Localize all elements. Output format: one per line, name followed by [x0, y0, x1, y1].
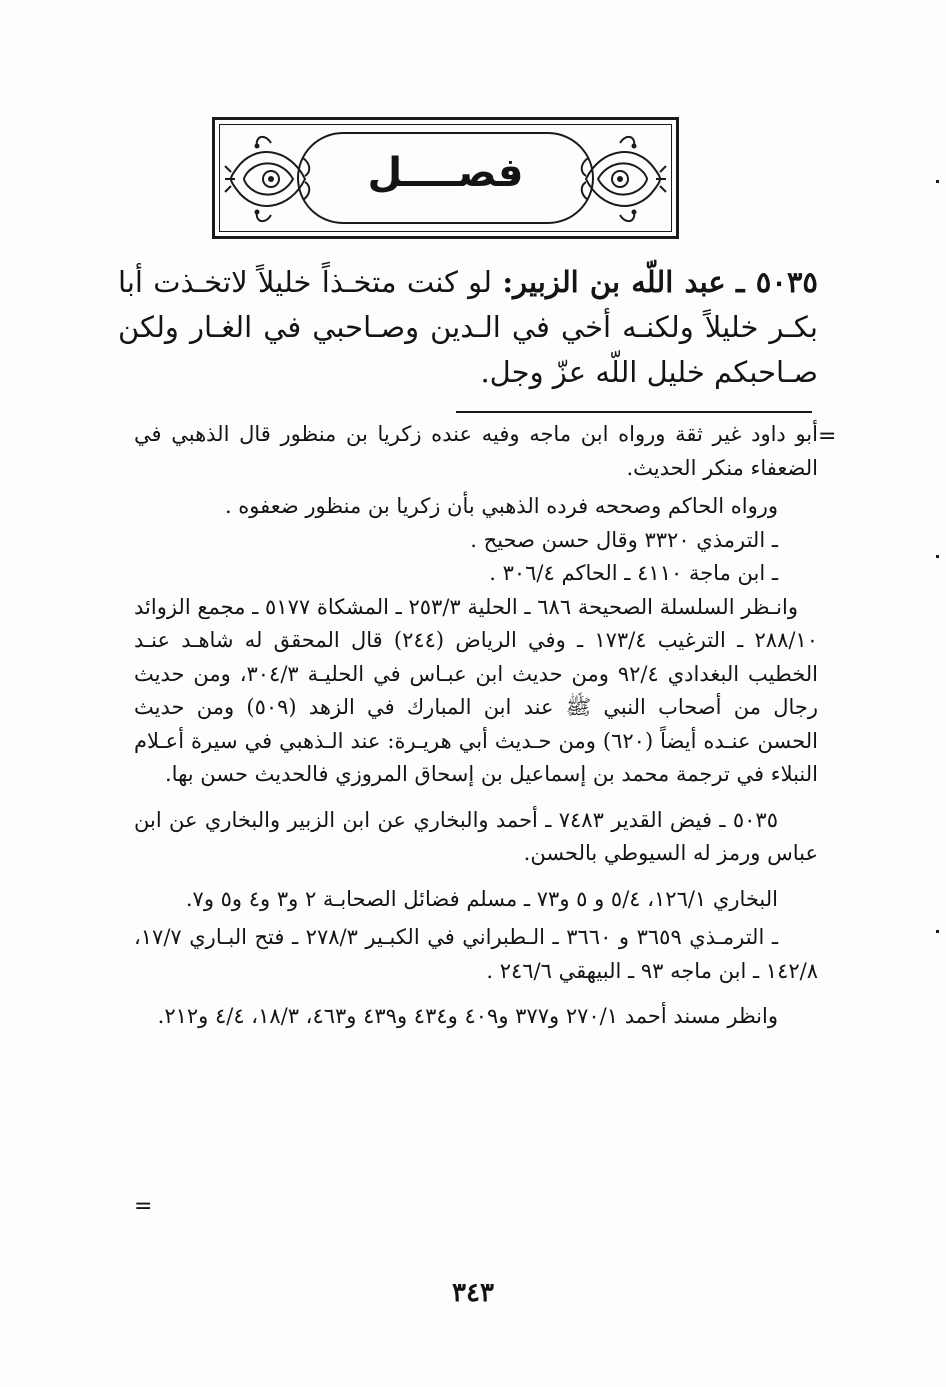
footnote-line: ـ الترمـذي ٣٦٥٩ و ٣٦٦٠ ـ الـطبراني في الكبـير ٢٧٨/٣ ـ فتح البـاري ١٧/٧، ١٤٢/٨ ـ ابن ماجه ٩٣ ـ البيهقي ٢٤٦/٦ . [134, 925, 818, 983]
hadith-number: ٥٠٣٥ ـ [736, 265, 819, 299]
footnote-line: ـ الترمذي ٣٣٢٠ وقال حسن صحيح . [470, 527, 778, 552]
footnote-separator [456, 411, 812, 413]
margin-mark [936, 930, 939, 933]
title-cartouche [297, 132, 594, 224]
margin-mark [936, 180, 939, 183]
footnote-line: وانظر مسند أحمد ٢٧٠/١ و٣٧٧ و٤٠٩ و٤٣٤ و٤٣٩ و٤٦٣، ١٨/٣، ٤/٤ و٢١٢. [157, 1004, 778, 1028]
page-number: ٣٤٣ [452, 1278, 494, 1308]
footnote-line: ٥٠٣٥ ـ فيض القدير ٧٤٨٣ ـ أحمد والبخاري عن ابن الزبير والبخاري عن ابن عباس ورمز له السيوطي بالحسن. [134, 807, 818, 865]
hadith-text [118, 260, 818, 395]
margin-mark [936, 555, 939, 558]
footnote-line: وانـظر السلسلة الصحيحة ٦٨٦ ـ الحلية ٢٥٣/٣ ـ المشكاة ٥١٧٧ ـ مجمع الزوائد ٢٨٨/١٠ ـ الترغيب ١٧٣/٤ ـ وفي الرياض (٢٤٤) قال المحقق له شاهـد عنـد الخطيب البغدادي ٩٢/٤ ومن حديث ابن عبـاس في الحليـة ٣٠٤/٣، ومن حديث رجال من أصحاب النبي ﷺ عند ابن المبارك في الزهد (٥٠٩) ومن حديث الحسن عنـده أيضاً (٦٢٠) ومن حـديث أبي هريـرة: عند الـذهبي في سيرة أعـلام النبلاء في ترجمة محمد بن إسماعيل بن إسحاق المروزي فالحديث حسن بها. [134, 594, 819, 786]
arabesque-ornament-icon [576, 128, 668, 230]
hadith-body: لو كنت متخـذاً خليلاً لاتخـذت أبا بكـر خليلاً ولكنـه أخي في الـدين وصـاحبي في الغـار ولكن صـاحبكم خليل اللّه عزّ وجل. [118, 265, 818, 389]
footnote-line: البخاري ١٢٦/١، ٥/٤ و ٥ و٧٣ ـ مسلم فضائل الصحابـة ٢ و٣ و٤ و٥ و٧. [185, 886, 778, 911]
footnote-line: أبو داود غير ثقة ورواه ابن ماجه وفيه عنده زكريا بن منظور قال الذهبي في الضعفاء منكر الحديث. [134, 422, 818, 480]
footnotes [134, 418, 818, 1034]
arabesque-ornament-icon [223, 128, 315, 230]
hadith-narrator: عبد اللّه بن الزبير: [502, 265, 726, 299]
footnote-line: ـ ابن ماجة ٤١١٠ ـ الحاكم ٣٠٦/٤ . [489, 561, 778, 585]
footnote-line: ورواه الحاكم وصححه فرده الذهبي بأن زكريا بن منظور ضعفوه . [224, 494, 778, 518]
chapter-title: فصــــل [367, 150, 524, 196]
chapter-header-frame [212, 117, 679, 239]
continuation-mark: = [134, 1194, 153, 1219]
continuation-mark: = [818, 424, 837, 449]
